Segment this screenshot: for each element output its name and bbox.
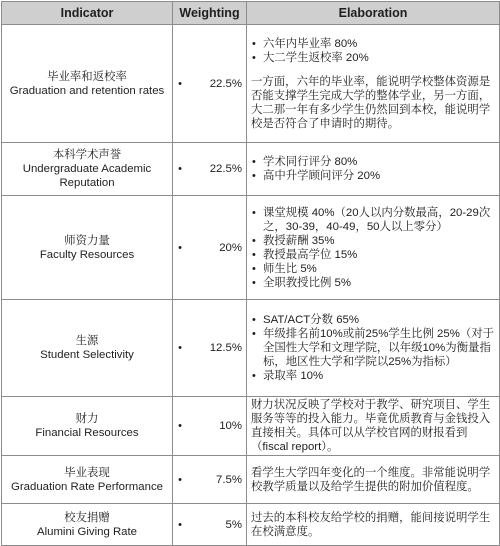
list-item: • 全职教授比例 5% <box>251 276 496 290</box>
elaboration-list <box>251 206 496 290</box>
indicator-chinese: 毕业率和返校率 <box>47 70 127 83</box>
elaboration-list <box>251 37 496 65</box>
weighting-cell <box>173 397 247 456</box>
elaboration-cell <box>247 25 500 143</box>
bullet-icon: • <box>178 518 182 531</box>
indicator-chinese: 本科学术声誉 <box>52 149 122 161</box>
list-item: • 六年内毕业率 80% <box>251 37 496 51</box>
indicator-chinese: 财力 <box>75 413 99 425</box>
list-item: • 录取率 10% <box>251 369 496 383</box>
table-row <box>2 143 500 196</box>
elaboration-cell <box>247 397 500 456</box>
elaboration-paragraph: 财力状况反映了学校对于教学、研究项目、学生服务等等的投入能力。毕竟优质教育与金钱投入直接相关。具体可以从学校官网的财报看到（fiscal report）。 <box>251 399 491 453</box>
elaboration-cell <box>247 196 500 300</box>
bullet-icon: • <box>178 241 182 254</box>
indicator-chinese: 毕业表现 <box>64 466 110 479</box>
list-item: • 教授最高学位 15% <box>251 248 496 262</box>
elaboration-cell <box>247 504 500 546</box>
indicator-english: Faculty Resources <box>39 248 135 261</box>
table-row <box>2 504 500 546</box>
list-item: • SAT/ACT分数 65% <box>251 313 496 327</box>
table-row <box>2 300 500 397</box>
table-row <box>2 456 500 504</box>
indicator-english: Graduation Rate Performance <box>11 480 163 493</box>
elaboration-list <box>251 313 496 383</box>
list-item: • 大二学生返校率 20% <box>251 51 496 65</box>
weighting-cell <box>173 300 247 397</box>
indicator-chinese: 校友捐赠 <box>64 511 110 524</box>
indicator-cell <box>2 504 173 546</box>
weighting-cell <box>173 456 247 504</box>
elaboration-cell <box>247 456 500 504</box>
indicator-cell <box>2 397 173 456</box>
list-item: • 高中升学顾问评分 20% <box>251 169 496 183</box>
elaboration-paragraph: 过去的本科校友给学校的捐赠，能间接说明学生在校满意度。 <box>251 511 491 538</box>
weighting-cell <box>173 25 247 143</box>
list-item: • 教授薪酬 35% <box>251 234 496 248</box>
header-indicator: Indicator <box>2 2 173 25</box>
ranking-indicators-table <box>1 1 500 546</box>
bullet-icon: • <box>178 163 182 175</box>
elaboration-cell <box>247 300 500 397</box>
table-row <box>2 196 500 300</box>
indicator-english: Graduation and retention rates <box>9 84 165 97</box>
weighting-value: 22.5% <box>209 163 242 175</box>
weighting-cell <box>173 143 247 196</box>
weighting-value: 22.5% <box>209 77 242 90</box>
list-item: • 课堂规模 40%（20人以内分数最高，20-29次之，30-39，40-49，50人以上零分） <box>251 206 496 234</box>
elaboration-list <box>251 155 496 183</box>
weighting-value: 10% <box>219 420 242 432</box>
indicator-chinese: 师资力量 <box>64 234 110 247</box>
indicator-cell <box>2 300 173 397</box>
header-row <box>2 2 500 25</box>
table-body <box>2 25 500 546</box>
indicator-cell <box>2 456 173 504</box>
weighting-value: 5% <box>225 518 242 531</box>
indicator-english: Student Selectivity <box>40 349 134 361</box>
weighting-value: 7.5% <box>216 473 242 486</box>
table-row <box>2 397 500 456</box>
indicator-cell <box>2 143 173 196</box>
bullet-icon: • <box>178 77 182 90</box>
elaboration-paragraph: 一方面，六年的毕业率，能说明学校整体资源是否能支撑学生完成大学的整体学业，另一方面，大二那一年有多少学生仍然回到本校，能说明学校是否符合了申请时的期待。 <box>251 75 491 130</box>
indicator-english: Undergraduate Academic Reputation <box>22 163 152 189</box>
bullet-icon: • <box>178 420 182 432</box>
list-item: • 年级排名前10%或前25%学生比例 25%（对于全国性大学和文理学院，以年级10%为衡量指标，地区性大学和学院以25%为指标） <box>251 327 496 369</box>
indicator-english: Alumini Giving Rate <box>36 525 138 538</box>
indicator-english: Financial Resources <box>35 427 139 439</box>
header-weighting: Weighting <box>173 2 247 25</box>
bullet-icon: • <box>178 342 182 354</box>
indicator-cell <box>2 25 173 143</box>
elaboration-paragraph: 看学生大学四年变化的一个维度。非常能说明学校教学质量以及给学生提供的附加价值程度。 <box>251 466 491 493</box>
list-item: • 师生比 5% <box>251 262 496 276</box>
bullet-icon: • <box>178 473 182 486</box>
elaboration-cell <box>247 143 500 196</box>
list-item: • 学术同行评分 80% <box>251 155 496 169</box>
indicator-chinese: 生源 <box>75 335 99 347</box>
weighting-value: 12.5% <box>209 342 242 354</box>
weighting-value: 20% <box>219 241 242 254</box>
weighting-cell <box>173 196 247 300</box>
weighting-cell <box>173 504 247 546</box>
table-row <box>2 25 500 143</box>
indicator-cell <box>2 196 173 300</box>
header-elaboration: Elaboration <box>247 2 500 25</box>
